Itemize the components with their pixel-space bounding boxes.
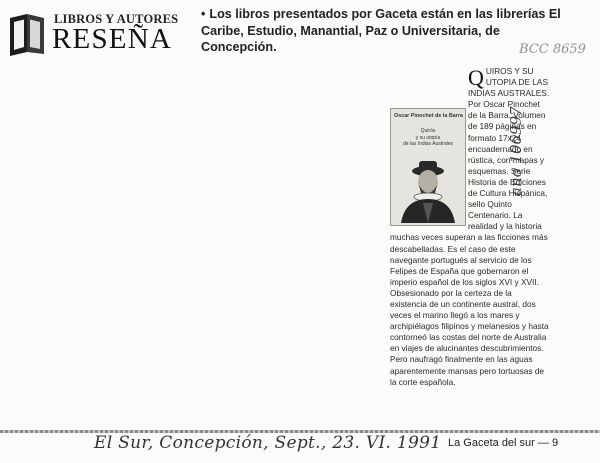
portrait-illustration <box>393 149 463 223</box>
bullet: • <box>201 7 206 21</box>
review-title: UIROS Y SU UTOPIA DE LAS INDIAS AUSTRALES. <box>468 66 550 99</box>
notice-text: Los libros presentados por Gaceta están en las librerías El Caribe, Estudio, Manantial, Paz o Universitaria, de Concepción. <box>201 7 561 54</box>
cover-author: Oscar Pinochet de la Barra <box>394 113 463 119</box>
section-title: RESEÑA <box>52 23 172 55</box>
book-icon <box>8 12 46 56</box>
section-label: LIBROS Y AUTORES <box>54 12 179 26</box>
handwritten-reference-vertical: ano 106997 <box>507 106 525 196</box>
handwritten-reference-top: BCC 8659 <box>519 42 586 57</box>
book-cover <box>390 108 466 226</box>
cover-title: Quirós y su utopía de las Indias Australes <box>402 128 454 147</box>
bookstore-notice <box>201 6 573 56</box>
section-logo <box>8 10 183 58</box>
page-footer: La Gaceta del sur — 9 <box>448 437 559 449</box>
review-body: Por Oscar Pinochet de la Barra. Volumen de 189 páginas en formato 17x24 encuadernado en rústica, con mapas y esquemas. Serie Historia de Ediciones de Cultura Hispánica, sello Quinto Centenario. La realidad y la historia muchas veces superan a las ficciones más descabelladas. Es el caso de este navegante portugués al servicio de los Felipes de España que gobernaron el imperio español de los siglos XVI y XVII. Obsesionado por la certeza de la existencia de un continente austral, dos veces el marino llegó a los mares y archipiélagos filipinos y melanesios y hasta contorneó las costas del norte de Australia en viajes de alucinantes descubrimientos. Pero naufragó finalmente en las aguas aparentemente mansas pero tortuosas de la corte española. <box>390 99 549 387</box>
review-dropcap: Q <box>468 65 484 90</box>
handwritten-source-note: El Sur, Concepción, Sept., 23. VI. 1991 <box>94 433 442 453</box>
